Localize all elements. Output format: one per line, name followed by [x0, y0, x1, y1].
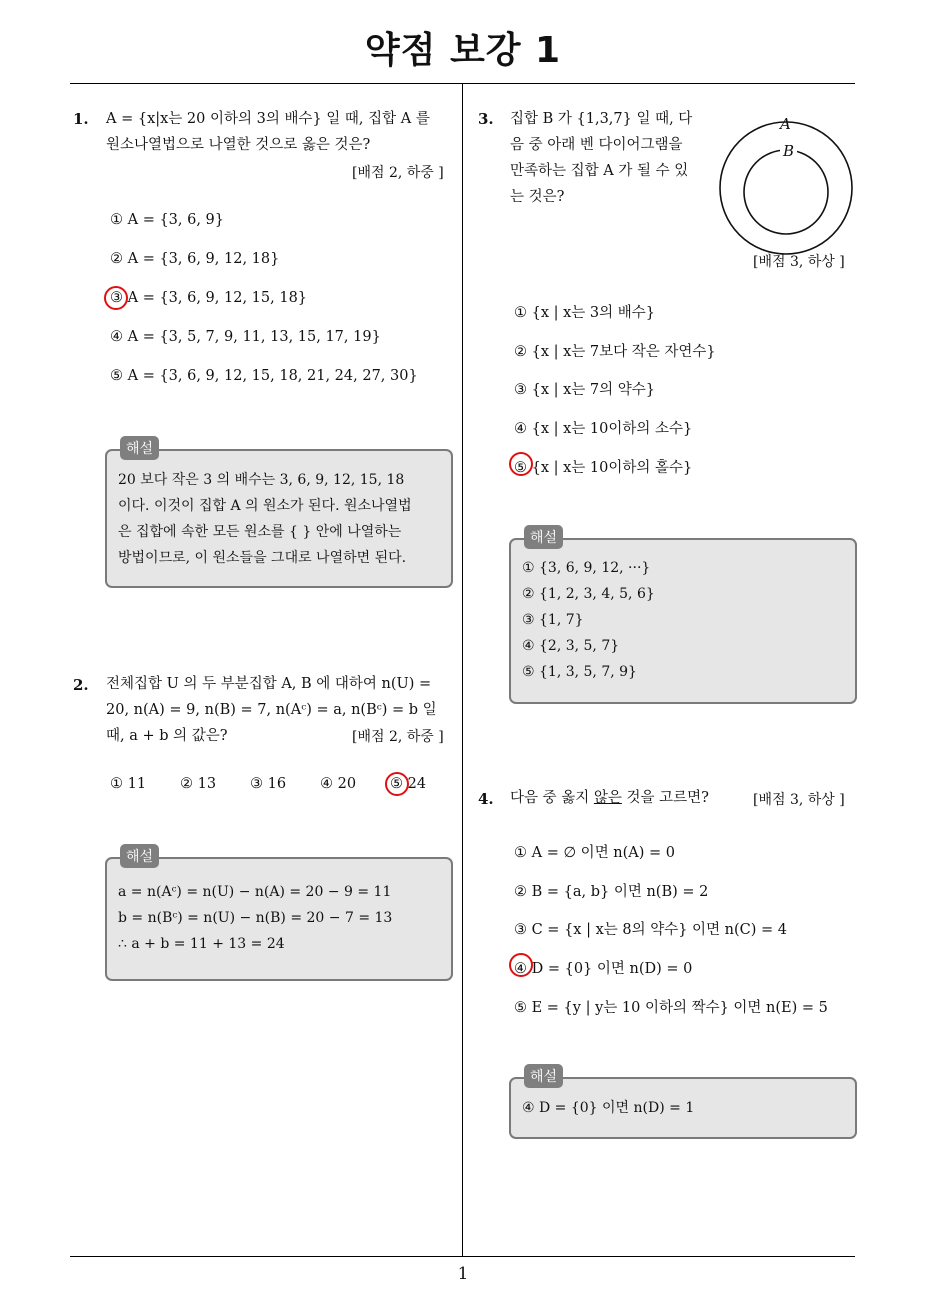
q1-choice-3[interactable]: ③ A = {3, 6, 9, 12, 15, 18}	[110, 290, 308, 306]
q4-choice-4[interactable]: ④ D = {0} 이면 n(D) = 0	[514, 961, 693, 977]
q2-explanation-tag: 해설	[120, 844, 159, 868]
q3-choice-4[interactable]: ④ {x | x는 10이하의 소수}	[514, 421, 693, 437]
q1-choice-4[interactable]: ④ A = {3, 5, 7, 9, 11, 13, 15, 17, 19}	[110, 329, 381, 345]
q1-answer-mark	[104, 286, 128, 310]
q2-explanation-line: ∴ a + b = 11 + 13 = 24	[118, 936, 285, 952]
q2-explanation-line: b = n(Bᶜ) = n(U) − n(B) = 20 − 7 = 13	[118, 910, 393, 926]
q3-choice-5[interactable]: ⑤ {x | x는 10이하의 홀수}	[514, 460, 693, 476]
q2-choice-4[interactable]: ④ 20	[320, 776, 357, 792]
q2-choice-3[interactable]: ③ 16	[250, 776, 287, 792]
q4-text	[510, 785, 709, 811]
q1-number: 1.	[73, 110, 89, 128]
page-title: 약점 보강 1	[364, 30, 562, 71]
q4-explanation	[522, 1095, 694, 1121]
q3-text-line: 집합 B 가 {1,3,7} 일 때, 다	[510, 111, 693, 127]
q4-choice-1[interactable]: ① A = ∅ 이면 n(A) = 0	[514, 845, 676, 861]
q4-explanation-line: ④ D = {0} 이면 n(D) = 1	[522, 1100, 695, 1116]
q2-choice-2[interactable]: ② 13	[180, 776, 217, 792]
q2-score: [배점 2, 하중 ]	[352, 729, 444, 745]
footer-rule	[70, 1256, 855, 1257]
q3-text-line: 만족하는 집합 A 가 될 수 있	[510, 163, 689, 179]
q3-number: 3.	[478, 110, 494, 128]
q4-answer-mark	[509, 953, 533, 977]
q1-text	[106, 106, 456, 158]
q4-text-underlined: 않은	[593, 790, 622, 806]
q1-score: [배점 2, 하중 ]	[352, 165, 444, 181]
venn-diagram	[716, 118, 856, 258]
q3-explanation-line: ④ {2, 3, 5, 7}	[522, 638, 620, 654]
q1-explanation-line: 이다. 이것이 집합 A 의 원소가 된다. 원소나열법	[118, 498, 412, 514]
q3-text-line: 음 중 아래 벤 다이어그램을	[510, 137, 683, 153]
q3-explanation-line: ③ {1, 7}	[522, 612, 584, 628]
q1-explanation-tag: 해설	[120, 436, 159, 460]
q4-text-after: 것을 고르면?	[621, 790, 709, 806]
q4-text-before: 다음 중 옳지	[510, 790, 594, 806]
q4-choice-2[interactable]: ② B = {a, b} 이면 n(B) = 2	[514, 884, 709, 900]
q2-answer-mark	[385, 772, 409, 796]
q3-explanation-line: ① {3, 6, 9, 12, ···}	[522, 560, 651, 576]
q4-explanation-tag: 해설	[524, 1064, 563, 1088]
q2-text-line: 때, a + b 의 값은?	[106, 728, 228, 744]
q1-choice-1[interactable]: ① A = {3, 6, 9}	[110, 212, 225, 228]
q1-choice-5[interactable]: ⑤ A = {3, 6, 9, 12, 15, 18, 21, 24, 27, 30}	[110, 368, 418, 384]
q1-text-line: 원소나열법으로 나열한 것으로 옳은 것은?	[106, 137, 371, 153]
q3-explanation-line: ② {1, 2, 3, 4, 5, 6}	[522, 586, 655, 602]
q1-text-line: A = {x|x는 20 이하의 3의 배수} 일 때, 집합 A 를	[106, 111, 430, 127]
q3-explanation-tag: 해설	[524, 525, 563, 549]
q4-choice-3[interactable]: ③ C = {x | x는 8의 약수} 이면 n(C) = 4	[514, 922, 788, 938]
q1-explanation-line: 은 집합에 속한 모든 원소를 { } 안에 나열하는	[118, 524, 402, 540]
q1-explanation-line: 방법이므로, 이 원소들을 그대로 나열하면 된다.	[118, 550, 407, 566]
q3-explanation	[522, 555, 655, 685]
q2-text-line: 전체집합 U 의 두 부분집합 A, B 에 대하여 n(U) =	[106, 676, 432, 692]
q1-choice-2[interactable]: ② A = {3, 6, 9, 12, 18}	[110, 251, 280, 267]
q3-score: [배점 3, 하상 ]	[753, 254, 845, 270]
q2-explanation	[118, 879, 392, 957]
venn-set-b	[744, 150, 828, 234]
q2-number: 2.	[73, 676, 89, 694]
venn-label-b: B	[780, 142, 797, 160]
q1-explanation-line: 20 보다 작은 3 의 배수는 3, 6, 9, 12, 15, 18	[118, 472, 405, 488]
q3-answer-mark	[509, 452, 533, 476]
q3-choice-1[interactable]: ① {x | x는 3의 배수}	[514, 305, 655, 321]
q4-number: 4.	[478, 790, 494, 808]
q2-choice-5[interactable]: ⑤ 24	[390, 776, 427, 792]
q3-choice-2[interactable]: ② {x | x는 7보다 작은 자연수}	[514, 344, 716, 360]
q4-score: [배점 3, 하상 ]	[753, 792, 845, 808]
column-divider	[462, 84, 463, 1256]
q3-text-line: 는 것은?	[510, 189, 565, 205]
q3-text	[510, 106, 710, 210]
q1-explanation	[118, 467, 412, 571]
q2-explanation-line: a = n(Aᶜ) = n(U) − n(A) = 20 − 9 = 11	[118, 884, 392, 900]
q3-explanation-line: ⑤ {1, 3, 5, 7, 9}	[522, 664, 637, 680]
q2-choice-1[interactable]: ① 11	[110, 776, 147, 792]
q2-text-line: 20, n(A) = 9, n(B) = 7, n(Aᶜ) = a, n(Bᶜ) = b 일	[106, 702, 437, 718]
page-number: 1	[457, 1264, 469, 1284]
q3-choice-3[interactable]: ③ {x | x는 7의 약수}	[514, 382, 655, 398]
q4-choice-5[interactable]: ⑤ E = {y | y는 10 이하의 짝수} 이면 n(E) = 5	[514, 1000, 828, 1016]
venn-label-a: A	[780, 115, 791, 133]
